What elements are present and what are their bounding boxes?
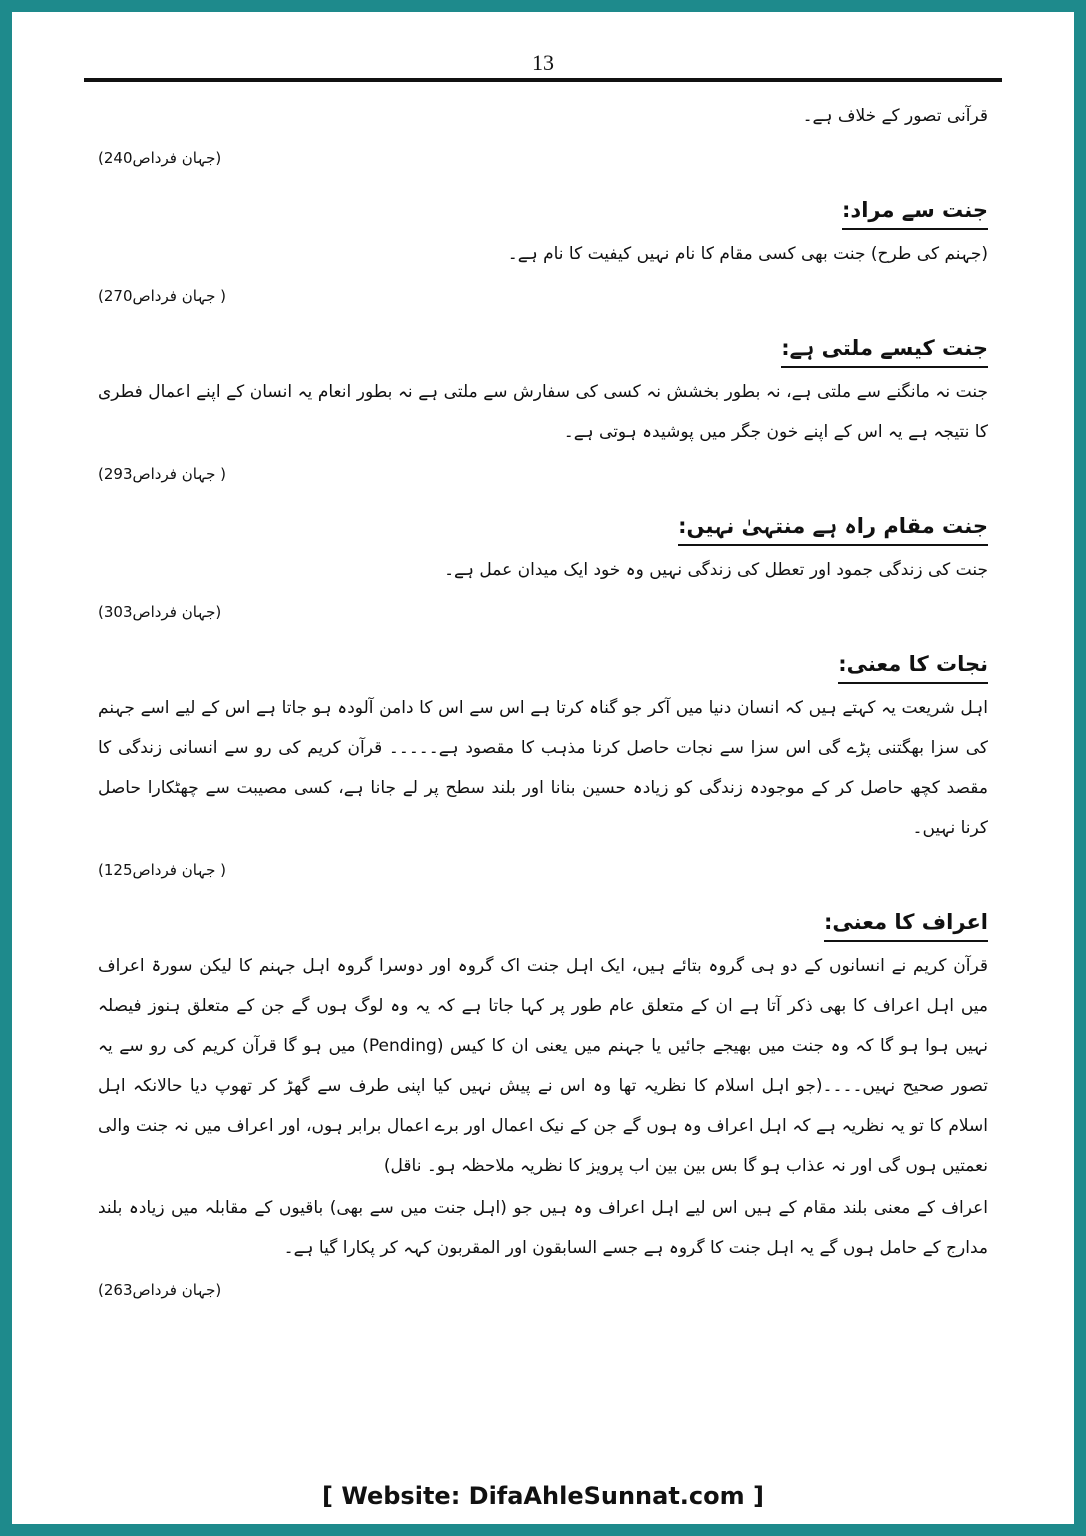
jannat-murad-text: (جہنم کی طرح) جنت بھی کسی مقام کا نام نہیں کیفیت کا نام ہے۔ bbox=[507, 244, 988, 264]
header-rule bbox=[84, 78, 1002, 82]
heading-najat-text: نجات کا معنی: bbox=[838, 652, 988, 684]
najat-text: اہل شریعت یہ کہتے ہیں کہ انسان دنیا میں آکر جو گناہ کرتا ہے اس سے اس کا دامن آلودہ ہو جاتا ہے اس کے لیے اسے جہنم کی سزا بھگتنی پڑے گی اس سزا سے نجات حاصل کرنا مذہب کا مقصود ہے۔۔۔۔۔ قرآن کریم کی رو سے انسانی زندگی کا مقصد کچھ حاصل کر کے موجودہ زندگی کو زیادہ حسین بنانا اور بلند سطح پر لے جانا ہے، کسی مصیبت سے چھٹکارا حاصل کرنا نہیں۔ bbox=[98, 698, 988, 838]
heading-jannat-muqam bbox=[98, 514, 988, 546]
heading-jannat-murad-text: جنت سے مراد: bbox=[842, 198, 988, 230]
intro-reference: (جہان فرداص240) bbox=[98, 149, 222, 167]
heading-najat bbox=[98, 652, 988, 684]
heading-jannat-kaise bbox=[98, 336, 988, 368]
najat-reference: (جہان فرداص125 ) bbox=[98, 861, 226, 879]
document-page bbox=[12, 12, 1074, 1524]
heading-jannat-murad bbox=[98, 198, 988, 230]
website-footer: [ Website: DifaAhleSunnat.com ] bbox=[322, 1482, 764, 1510]
intro-text: قرآنی تصور کے خلاف ہے۔ bbox=[802, 106, 988, 126]
heading-jannat-kaise-text: جنت کیسے ملتی ہے: bbox=[781, 336, 988, 368]
aaraf-reference: (جہان فرداص263) bbox=[98, 1281, 222, 1299]
page-number: 13 bbox=[532, 50, 554, 75]
jannat-muqam-reference: (جہان فرداص303) bbox=[98, 603, 222, 621]
heading-jannat-muqam-text: جنت مقام راہ ہے منتہیٰ نہیں: bbox=[678, 514, 988, 546]
page-content bbox=[98, 96, 988, 1318]
jannat-kaise-text: جنت نہ مانگنے سے ملتی ہے، نہ بطور بخشش نہ کسی کی سفارش سے ملتی ہے نہ بطور انعام یہ انسان کے اپنے اعمال فطری کا نتیجہ ہے یہ اس کے اپنے خون جگر میں پوشیدہ ہوتی ہے۔ bbox=[98, 382, 988, 442]
jannat-kaise-reference: (جہان فرداص293 ) bbox=[98, 465, 226, 483]
jannat-muqam-text: جنت کی زندگی جمود اور تعطل کی زندگی نہیں وہ خود ایک میدان عمل ہے۔ bbox=[444, 560, 988, 580]
heading-aaraf bbox=[98, 910, 988, 942]
aaraf-text-2: اعراف کے معنی بلند مقام کے ہیں اس لیے اہل اعراف وہ ہیں جو (اہل جنت میں سے بھی) باقیوں کے مقابلہ میں زیادہ بلند مدارج کے حامل ہوں گے یہ اہل جنت کا گروہ ہے جسے السابقون اور المقربون کہہ کر پکارا گیا ہے۔ bbox=[98, 1198, 988, 1258]
aaraf-text-1: قرآن کریم نے انسانوں کے دو ہی گروہ بتائے ہیں، ایک اہل جنت اک گروہ اور دوسرا گروہ اہل جہنم کا لیکن سورۃ اعراف میں اہل اعراف کا بھی ذکر آتا ہے ان کے متعلق عام طور پر کہا جاتا ہے کہ یہ وہ لوگ ہوں گے جن کے متعلق ہنوز فیصلہ نہیں ہوا ہو گا کہ وہ جنت میں بھیجے جائیں یا جہنم میں یعنی ان کا کیس (Pending) میں ہو گا قرآن کریم کی رو سے یہ تصور صحیح نہیں۔۔۔۔(جو اہل اسلام کا نظریہ تھا وہ اس نے پیش نہیں کیا اپنی طرف سے گھڑ کر تھوپ دیا حالانکہ اہل اسلام کا تو یہ نظریہ ہے کہ اہل اعراف وہ ہوں گے جن کے نیک اعمال اور برے اعمال برابر ہوں، اور اعراف میں نہ جنت والی نعمتیں ہوں گی اور نہ عذاب ہو گا بس بین بین اب پرویز کا نظریہ ملاحظہ ہو۔ ناقل) bbox=[98, 956, 988, 1176]
jannat-murad-reference: (جہان فرداص270 ) bbox=[98, 287, 226, 305]
heading-aaraf-text: اعراف کا معنی: bbox=[824, 910, 988, 942]
